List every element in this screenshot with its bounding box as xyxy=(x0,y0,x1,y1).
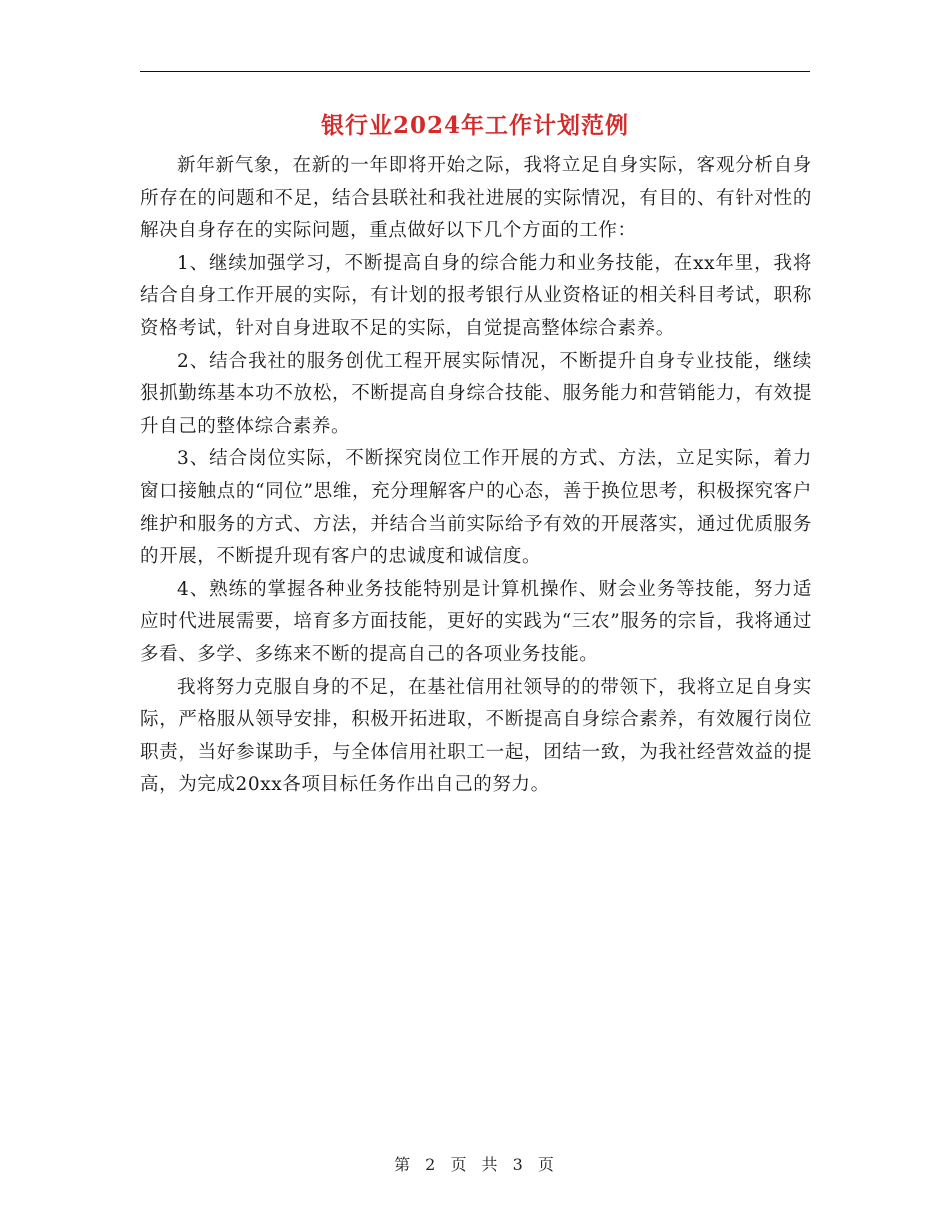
document-title: 银行业2024年工作计划范例 xyxy=(320,112,629,139)
paragraph-item-1: 1、继续加强学习，不断提高自身的综合能力和业务技能，在xx年里，我将结合自身工作开展的实际，有计划的报考银行从业资格证的相关科目考试，职称资格考试，针对自身进取不足的实际，自觉提高整体综合素养。 xyxy=(140,252,812,339)
paragraph-item-3: 3、结合岗位实际，不断探究岗位工作开展的方式、方法，立足实际，着力窗口接触点的“同位”思维，充分理解客户的心态，善于换位思考，积极探究客户维护和服务的方式、方法，并结合当前实际给予有效的开展落实，通过优质服务的开展，不断提升现有客户的忠诚度和诚信度。 xyxy=(140,448,812,568)
paragraph-item-2: 2、结合我社的服务创优工程开展实际情况，不断提升自身专业技能，继续狠抓勤练基本功不放松，不断提高自身综合技能、服务能力和营销能力，有效提升自己的整体综合素养。 xyxy=(140,350,812,437)
paragraph-conclusion: 我将努力克服自身的不足，在基社信用社领导的的带领下，我将立足自身实际，严格服从领导安排，积极开拓进取，不断提高自身综合素养，有效履行岗位职责，当好参谋助手，与全体信用社职工一起，团结一致，为我社经营效益的提高，为完成20xx各项目标任务作出自己的努力。 xyxy=(140,676,812,796)
page-number-footer: 第 2 页 共 3 页 xyxy=(394,1155,556,1174)
paragraph-intro: 新年新气象，在新的一年即将开始之际，我将立足自身实际，客观分析自身所存在的问题和不足，结合县联社和我社进展的实际情况，有目的、有针对性的解决自身存在的实际问题，重点做好以下几个方面的工作： xyxy=(140,155,812,242)
document-body xyxy=(140,150,812,802)
paragraph-item-4: 4、熟练的掌握各种业务技能特别是计算机操作、财会业务等技能，努力适应时代进展需要，培育多方面技能，更好的实践为“三农”服务的宗旨，我将通过多看、多学、多练来不断的提高自己的各项业务技能。 xyxy=(140,578,812,665)
header-rule xyxy=(140,71,810,72)
